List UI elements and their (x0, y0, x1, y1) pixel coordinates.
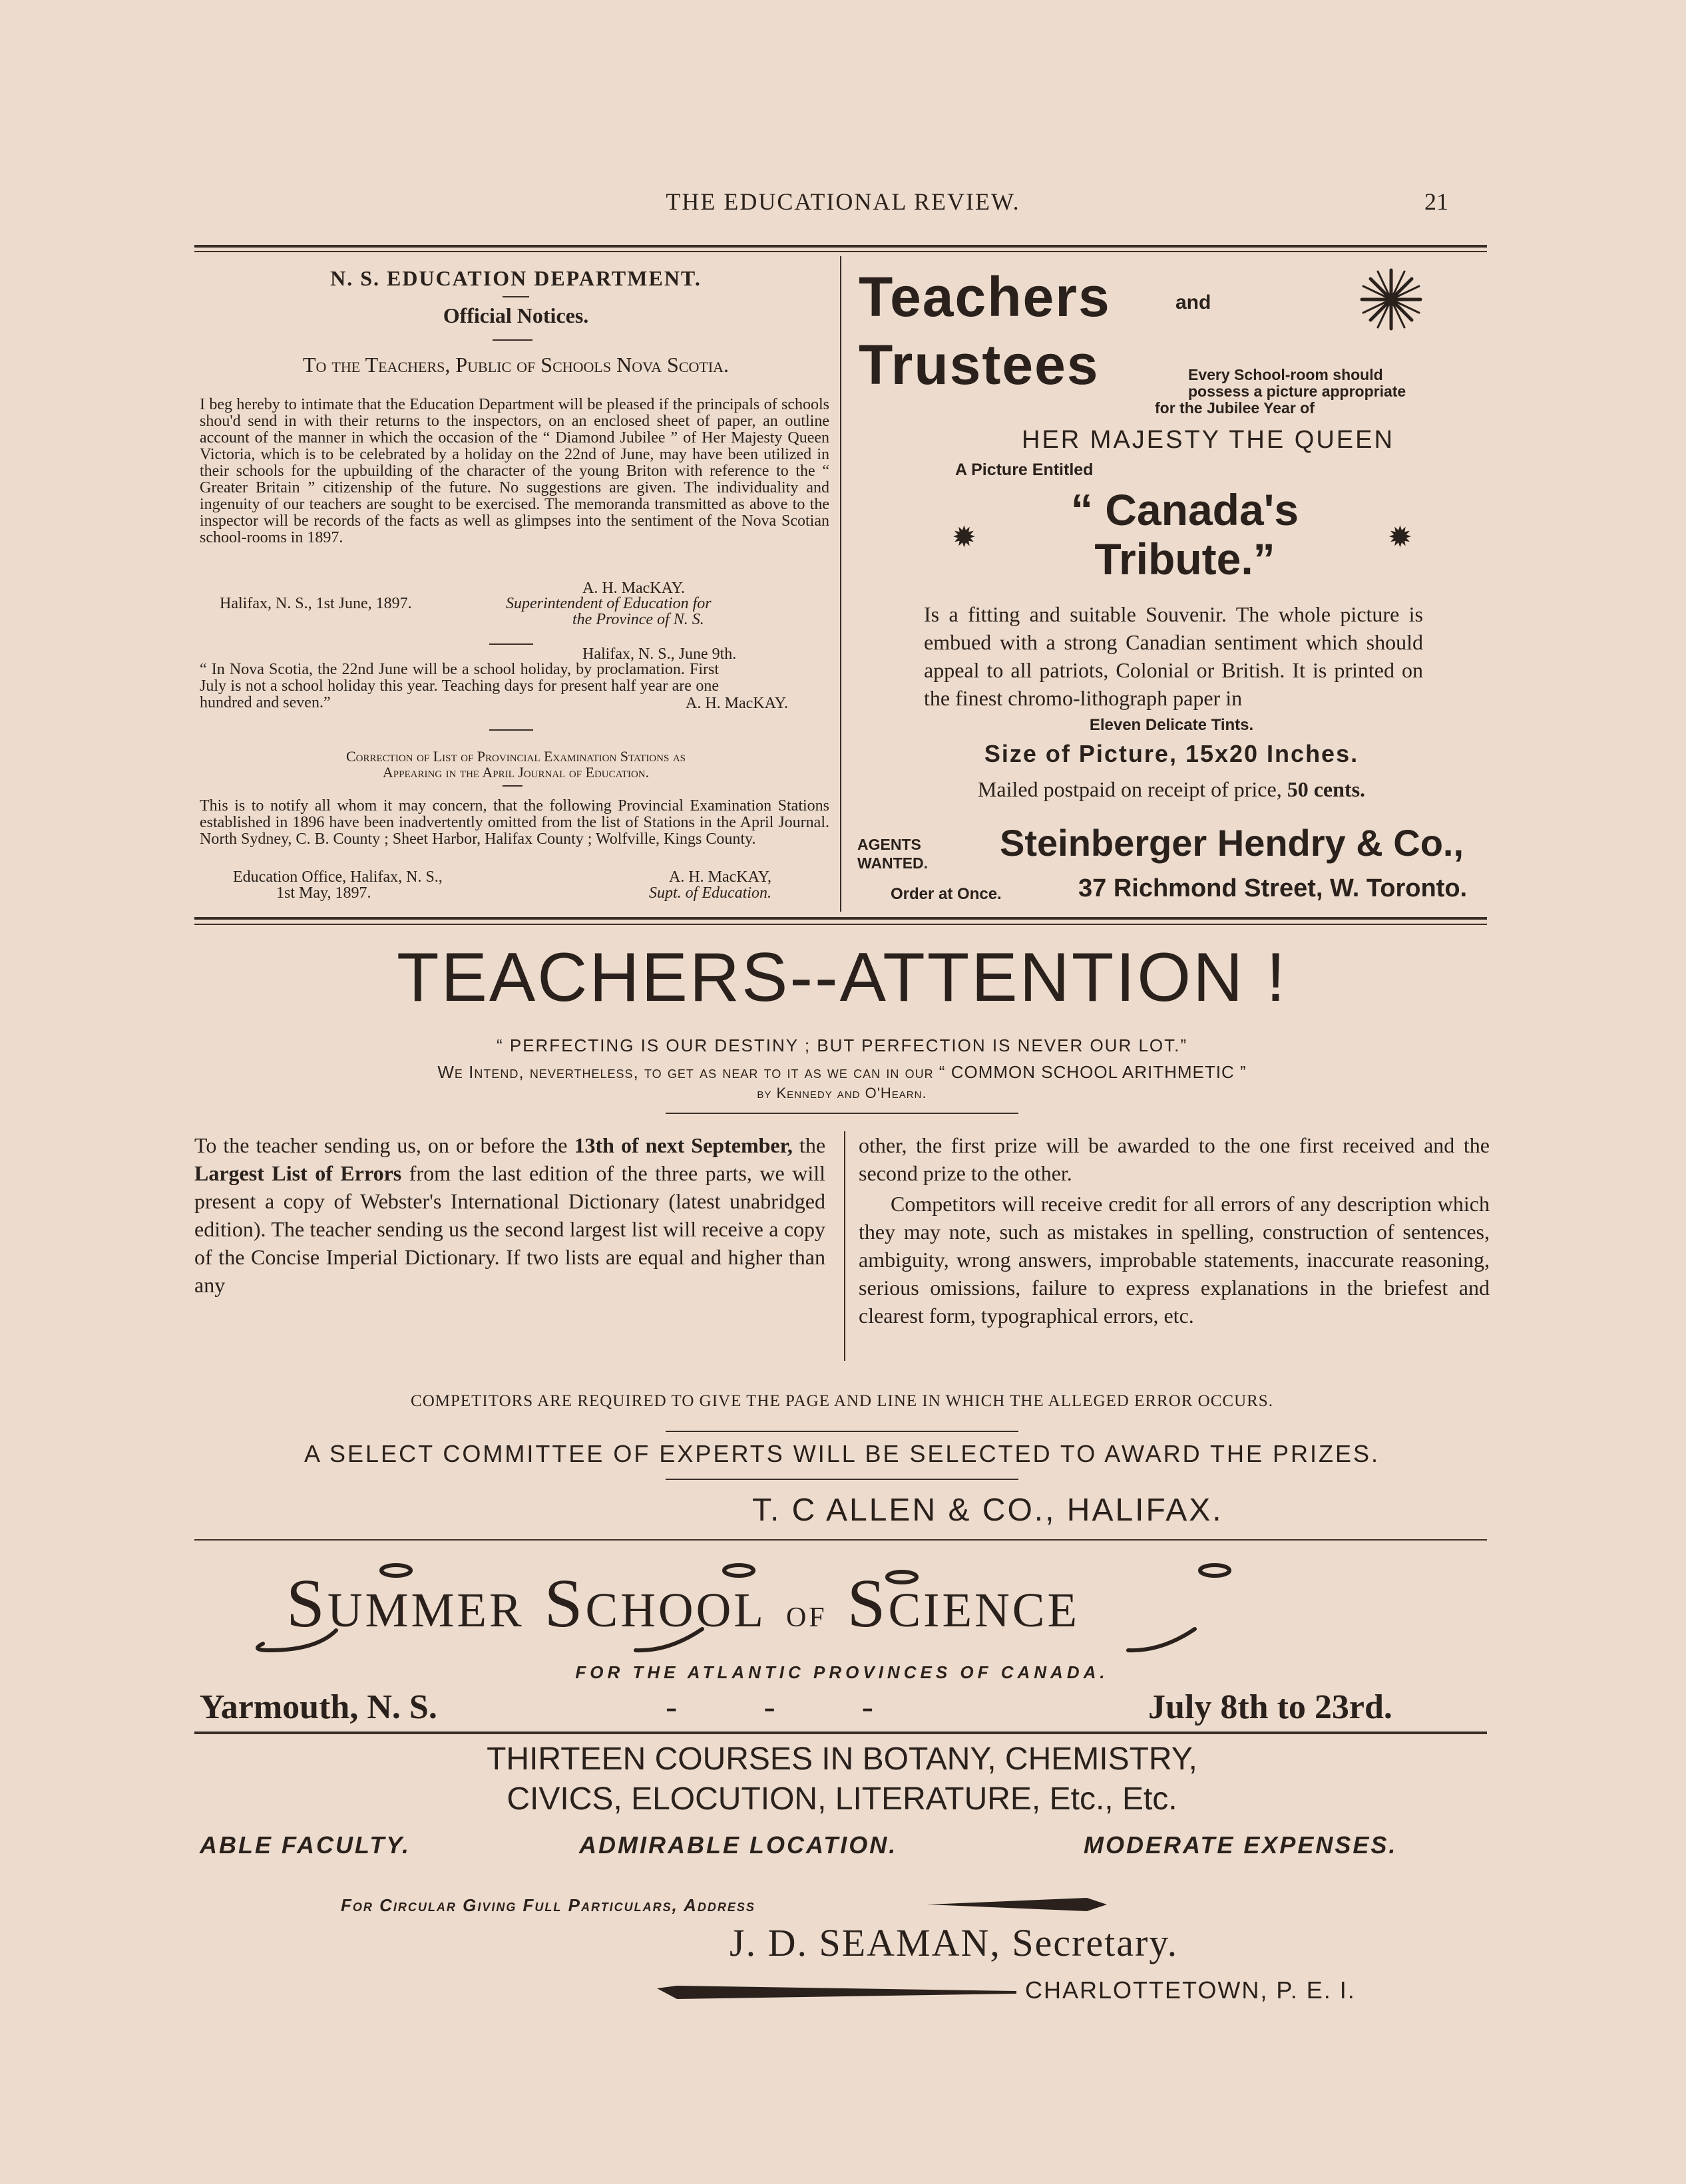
ad-tagline-1: Every School-room should (1188, 366, 1383, 383)
signature-name-2: A. H. MacKAY. (686, 695, 789, 712)
col1-largest-list: Largest List of Errors (194, 1161, 402, 1185)
summer-school-dates: July 8th to 23rd. (1148, 1688, 1392, 1726)
signature-title-1b: the Province of N. S. (572, 611, 704, 628)
summer-school-feature-expenses: MODERATE EXPENSES. (1084, 1831, 1398, 1859)
ad-tagline-3: for the Jubilee Year of (1155, 399, 1315, 417)
ad-title-trustees: Trustees (859, 333, 1100, 396)
ad-agents-1: AGENTS (857, 836, 921, 853)
summer-school-feature-faculty: ABLE FACULTY. (200, 1831, 411, 1859)
notice-subheading: Official Notices. (443, 303, 589, 327)
correction-title-line2: Appearing in the April Journal of Education. (382, 764, 650, 781)
attention-intent: We Intend, nevertheless, to get as near to it as we can in our “ COMMON SCHOOL ARITHMETIC ” (437, 1062, 1247, 1082)
ad-mailed-text: Mailed postpaid on receipt of price, (977, 777, 1282, 801)
summer-school-location: Yarmouth, N. S. (200, 1688, 437, 1726)
sun-ornament-right-icon: ✹ (1388, 521, 1412, 554)
col1-text-b: the (799, 1133, 826, 1157)
page-number: 21 (1424, 188, 1448, 215)
attention-authors: by Kennedy and O'Hearn. (757, 1085, 927, 1101)
notice-rule-4 (503, 785, 523, 787)
attention-rule-2 (666, 1431, 1018, 1432)
notice-paragraph-stations: This is to notify all whom it may concern, that the following Provincial Examination Stations established in 1896 have been inadvertently omitted from the list of Stations in the April Journal. North Sydney, C. B. County ; Sheet Harbor, Halifax County ; Wolfville, Kings County. (200, 797, 829, 848)
attention-rule-3 (666, 1479, 1018, 1480)
ad-her-majesty: HER MAJESTY THE QUEEN (1022, 426, 1394, 454)
summer-school-title (286, 1564, 1080, 1643)
ad-publisher-address: 37 Richmond Street, W. Toronto. (1078, 874, 1468, 902)
summer-school-contact: J. D. SEAMAN, Secretary. (730, 1921, 1179, 1964)
notice-address: To the Teachers, Public of Schools Nova Scotia. (302, 353, 730, 377)
ad-title-teachers: Teachers (859, 266, 1111, 328)
notice-rule-2 (489, 643, 533, 645)
snowflake-ornament-icon (1358, 266, 1424, 336)
ad-picture-title-1: “ Canada's (1070, 485, 1299, 534)
title-school: School (544, 1565, 766, 1642)
ad-tagline-2: possess a picture appropriate (1188, 383, 1406, 400)
col1-text-a: To the teacher sending us, on or before the (194, 1133, 568, 1157)
summer-school-feature-location: ADMIRABLE LOCATION. (579, 1831, 898, 1859)
col1-deadline: 13th of next September, (574, 1133, 793, 1157)
summer-school-courses-1: THIRTEEN COURSES IN BOTANY, CHEMISTRY, (487, 1741, 1197, 1777)
notice-rule-3 (489, 729, 533, 731)
notice-paragraph-jubilee: I beg hereby to intimate that the Education Department will be pleased if the principals of schools shou'd send in with their returns to the inspectors, on an enclosed sheet of paper, an outline account of the manner in which the occasion of the “ Diamond Jubilee ” of Her Majesty Queen Victoria, which is to be celebrated by a holiday on the 22nd of June, may have been utilized in their schools for the upbuilding of the character of the young Briton with reference to the “ Greater Britain ” citizenship of the future. No suggestions are given. The individuality and ingenuity of our teachers are sought to be exercised. The memoranda transmitted as above to the inspector will be records of the facts as well as glimpses into the sentiment of the Nova Scotian school-rooms in 1897. (200, 396, 829, 546)
attention-competitors-note: COMPETITORS ARE REQUIRED TO GIVE THE PAGE AND LINE IN WHICH THE ALLEGED ERROR OCCURS. (411, 1392, 1273, 1410)
notice-heading: N. S. EDUCATION DEPARTMENT. (330, 266, 702, 290)
attention-column-1 (194, 1131, 825, 1299)
ad-order: Order at Once. (891, 885, 1002, 903)
column-divider (840, 256, 841, 912)
attention-column-divider (844, 1131, 845, 1361)
ad-picture-entitled: A Picture Entitled (955, 460, 1094, 479)
section-rule-thick (194, 917, 1487, 920)
notice-heading-rule (503, 296, 529, 297)
ad-agents-2: WANTED. (857, 854, 929, 872)
ad-tints: Eleven Delicate Tints. (1089, 716, 1254, 734)
ad-mailed (859, 777, 1484, 802)
attention-publisher: T. C ALLEN & CO., HALIFAX. (752, 1493, 1223, 1528)
signature-title-3: Supt. of Education. (649, 884, 771, 902)
signature-date-3: 1st May, 1897. (276, 884, 371, 902)
signature-name-1: A. H. MacKAY. (582, 580, 686, 597)
summer-school-subtitle: FOR THE ATLANTIC PROVINCES OF CANADA. (575, 1662, 1109, 1682)
attention-headline: TEACHERS--ATTENTION ! (397, 939, 1287, 1016)
ad-size: Size of Picture, 15x20 Inches. (984, 740, 1359, 767)
attention-motto: “ PERFECTING IS OUR DESTINY ; BUT PERFECTION IS NEVER OUR LOT.” (496, 1035, 1188, 1055)
title-science: Science (847, 1565, 1080, 1642)
summer-school-circular: For Circular Giving Full Particulars, Address (341, 1895, 755, 1915)
signature-office-3: Education Office, Halifax, N. S., (233, 868, 443, 886)
col1-text-c: from the last edition of the three parts, we will present a copy of Webster's International Dictionary (latest unabridged edition). The teacher sending us the second largest list will receive a copy of the Concise Imperial Dictionary. If two lists are equal and higher than any (194, 1161, 825, 1297)
tapered-rule-left (657, 1983, 1016, 2002)
ad-description: Is a fitting and suitable Souvenir. The whole picture is embued with a strong Canadian sentiment which should appeal to all patriots, Colonial or British. It is printed on the finest chromo-lithograph paper in (924, 602, 1423, 710)
signature-place-date-1: Halifax, N. S., 1st June, 1897. (220, 595, 412, 612)
section-rule-thin (194, 924, 1487, 925)
running-title: THE EDUCATIONAL REVIEW. (666, 188, 1020, 215)
header-rule-thick (194, 245, 1487, 248)
sun-ornament-left-icon: ✹ (952, 521, 976, 554)
notice-dateline-2: Halifax, N. S., June 9th. (582, 645, 737, 663)
summer-school-courses-2: CIVICS, ELOCUTION, LITERATURE, Etc., Etc. (507, 1781, 1177, 1817)
header-rule-thin (194, 251, 1487, 252)
notice-paragraph-holiday: “ In Nova Scotia, the 22nd June will be a school holiday, by proclamation. First July is not a school holiday this year. Teaching days for present half year are one hundred and seven.” (200, 661, 719, 711)
ad-mailed-price: 50 cents. (1287, 777, 1366, 801)
correction-title-line1: Correction of List of Provincial Examination Stations as (346, 748, 686, 765)
attention-committee: A SELECT COMMITTEE OF EXPERTS WILL BE SELECTED TO AWARD THE PRIZES. (304, 1440, 1380, 1467)
attention-column-2-p1: other, the first prize will be awarded to the one first received and the second prize to the other. (859, 1133, 1490, 1185)
signature-title-1a: Superintendent of Education for (506, 595, 712, 612)
title-summer: Summer (286, 1565, 525, 1642)
signature-name-3: A. H. MacKAY, (669, 868, 772, 886)
section-rule-2 (194, 1539, 1487, 1541)
summer-school-rule (194, 1731, 1487, 1734)
notice-subheading-rule (493, 339, 532, 341)
title-of: of (785, 1591, 827, 1635)
summer-school-contact-place: CHARLOTTETOWN, P. E. I. (1025, 1976, 1356, 2004)
ad-publisher: Steinberger Hendry & Co., (1000, 822, 1464, 864)
tapered-rule-right (927, 1897, 1107, 1912)
attention-column-2-p2: Competitors will receive credit for all errors of any description which they may note, such as mistakes in spelling, construction of sentences, ambiguity, wrong answers, improbable statements, inaccurate reasoning, serious omissions, failure to express explanations in the briefest and clearest form, typographical errors, etc. (859, 1192, 1490, 1328)
ad-picture-title-2: Tribute.” (1094, 534, 1275, 584)
summer-school-dashes: - - - (666, 1688, 873, 1726)
attention-rule (666, 1113, 1018, 1114)
ad-title-and: and (1175, 291, 1211, 313)
